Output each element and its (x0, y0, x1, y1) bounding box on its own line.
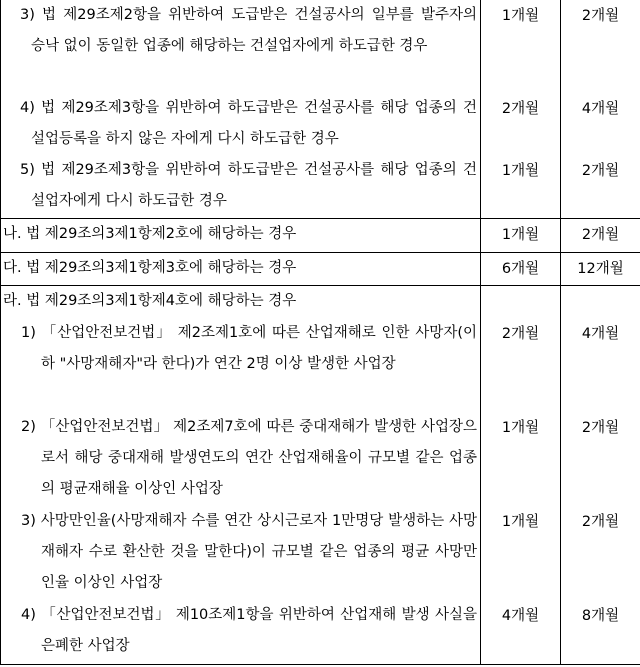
violation-cell (1, 155, 481, 218)
second-offense-cell: 2개월 (561, 0, 640, 93)
first-offense-cell: 1개월 (481, 155, 561, 218)
second-offense-cell: 4개월 (561, 93, 640, 155)
violation-cell (1, 0, 481, 93)
violation-cell (1, 600, 481, 664)
second-offense-cell: 12개월 (561, 252, 640, 285)
first-offense-cell: 1개월 (481, 506, 561, 600)
violation-cell (1, 93, 481, 155)
second-offense-cell: 2개월 (561, 155, 640, 218)
second-offense-cell: 2개월 (561, 506, 640, 600)
table-row (1, 412, 640, 506)
table-row (1, 218, 640, 252)
second-offense-cell: 2개월 (561, 412, 640, 506)
violation-text: 4) 법 제29조제3항을 위반하여 하도급받은 건설공사를 해당 업종의 건설업등록을 하지 않은 자에게 다시 하도급한 경우 (20, 100, 477, 147)
table-row (1, 600, 640, 664)
first-offense-cell: 2개월 (481, 318, 561, 412)
violation-cell (1, 285, 481, 318)
second-offense-cell (561, 285, 640, 318)
first-offense-cell (481, 285, 561, 318)
violation-cell (1, 252, 481, 285)
violation-text: 5) 법 제29조제3항을 위반하여 하도급받은 건설공사를 해당 업종의 건설업자에게 다시 하도급한 경우 (20, 162, 477, 209)
first-offense-cell: 1개월 (481, 412, 561, 506)
violation-text: 3) 사망만인율(사망재해자 수를 연간 상시근로자 1만명당 발생하는 사망재해자 수로 환산한 것을 말한다)이 규모별 같은 업종의 평균 사망만인율 이상인 사업장 (21, 513, 477, 591)
violation-text: 나. 법 제29조의3제1항제2호에 해당하는 경우 (3, 225, 297, 242)
violation-cell (1, 506, 481, 600)
second-offense-cell: 8개월 (561, 600, 640, 664)
violation-cell (1, 318, 481, 412)
first-offense-cell: 1개월 (481, 0, 561, 93)
first-offense-cell: 2개월 (481, 93, 561, 155)
violation-text: 다. 법 제29조의3제1항제3호에 해당하는 경우 (3, 259, 297, 276)
first-offense-cell: 6개월 (481, 252, 561, 285)
table-row (1, 93, 640, 155)
violation-text: 3) 법 제29조제2항을 위반하여 도급받은 건설공사의 일부를 발주자의 승낙 없이 동일한 업종에 해당하는 건설업자에게 하도급한 경우 (20, 7, 477, 54)
table-row (1, 318, 640, 412)
violation-cell (1, 218, 481, 252)
table-row (1, 155, 640, 218)
first-offense-cell: 1개월 (481, 218, 561, 252)
first-offense-cell: 4개월 (481, 600, 561, 664)
violation-cell (1, 412, 481, 506)
table-row (1, 285, 640, 318)
table-row (1, 506, 640, 600)
table-row (1, 252, 640, 285)
table-row (1, 0, 640, 93)
second-offense-cell: 2개월 (561, 218, 640, 252)
violation-text: 라. 법 제29조의3제1항제4호에 해당하는 경우 (3, 292, 297, 309)
violation-text: 2) 「산업안전보건법」 제2조제7호에 따른 중대재해가 발생한 사업장으로서 해당 중대재해 발생연도의 연간 산업재해율이 규모별 같은 업종의 평균재해율 이상인 사업장 (21, 419, 477, 497)
violation-text: 1) 「산업안전보건법」 제2조제1호에 따른 산업재해로 인한 사망자(이하 "사망재해자"라 한다)가 연간 2명 이상 발생한 사업장 (21, 325, 477, 372)
violation-text: 4) 「산업안전보건법」 제10조제1항을 위반하여 산업재해 발생 사실을 은폐한 사업장 (21, 607, 477, 654)
second-offense-cell: 4개월 (561, 318, 640, 412)
